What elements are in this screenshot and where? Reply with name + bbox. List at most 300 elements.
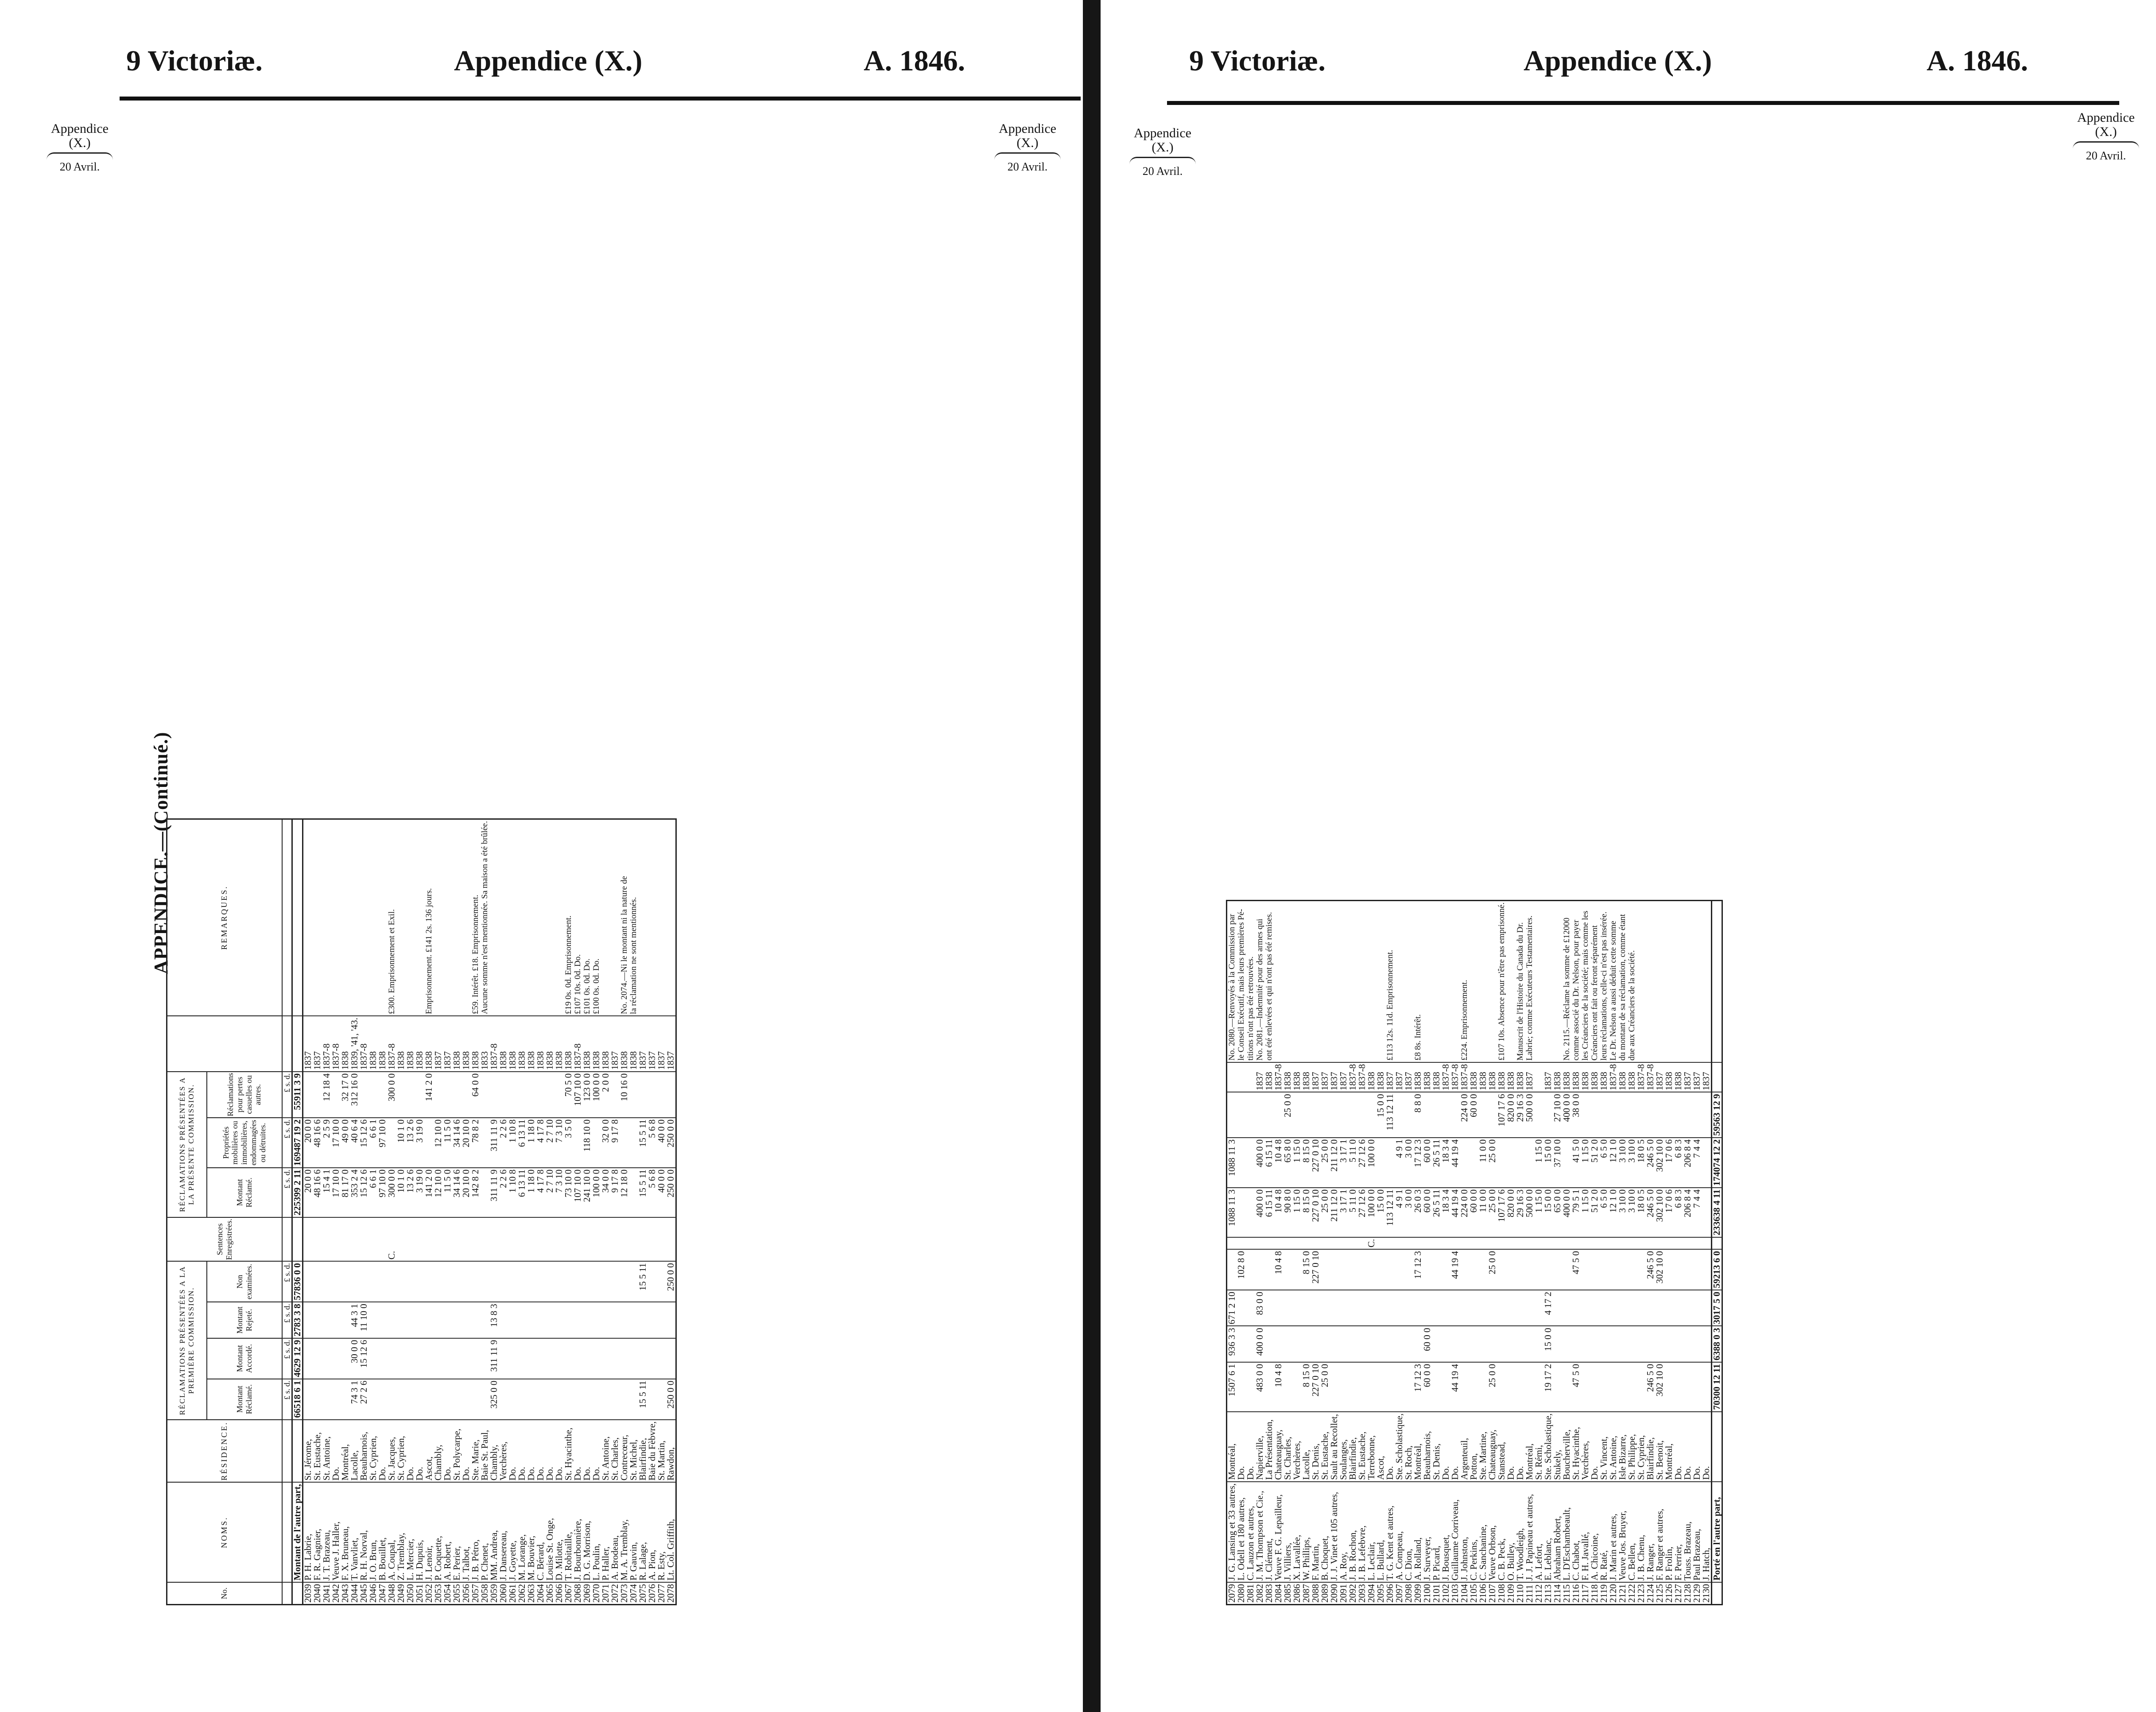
present-commission-other-losses: 60 0 0 <box>1469 1092 1478 1138</box>
residence: Montréal, <box>1664 1412 1674 1482</box>
present-commission-claimed: 27 12 6 <box>1357 1188 1367 1237</box>
first-commission-rejected <box>1664 1290 1674 1326</box>
sentence-registered <box>1469 1237 1478 1249</box>
first-commission-claimed <box>1609 1362 1618 1412</box>
present-commission-property: 15 0 0 <box>1543 1138 1553 1188</box>
present-commission-claimed: 100 0 0 <box>1367 1188 1376 1237</box>
sentence-registered: C. <box>387 1217 396 1261</box>
present-commission-property: 97 10 0 <box>378 1118 387 1168</box>
row-number: 2052 <box>424 1582 434 1605</box>
table-row <box>1534 900 1543 1604</box>
first-commission-granted <box>443 1338 452 1379</box>
sentence-registered <box>1255 1237 1264 1249</box>
sentence-registered <box>341 1217 350 1261</box>
claimant-name: D. G. Morrison, <box>582 1482 592 1582</box>
table-row <box>331 819 341 1605</box>
remarks <box>396 819 406 1016</box>
row-number: 2062 <box>517 1582 527 1605</box>
first-commission-not-examined <box>424 1261 434 1302</box>
residence: Do. <box>1450 1412 1460 1482</box>
table-row <box>1385 900 1395 1604</box>
total-g2-pertes: 59563 12 9 <box>1712 1092 1722 1138</box>
residence: St. Roch, <box>1404 1412 1413 1482</box>
sentence-registered <box>378 1217 387 1261</box>
header-session: 9 Victoriæ. <box>1189 45 1326 77</box>
present-commission-claimed: 51 2 0 <box>1590 1188 1599 1237</box>
first-commission-granted <box>638 1338 648 1379</box>
first-commission-granted <box>368 1338 378 1379</box>
first-commission-rejected <box>638 1302 648 1338</box>
sentence-registered <box>1320 1237 1330 1249</box>
remarks <box>406 819 415 1016</box>
remarks <box>452 819 461 1016</box>
sentence-registered <box>648 1217 657 1261</box>
first-commission-rejected <box>1590 1290 1599 1326</box>
claim-date: 1838 <box>629 1016 638 1072</box>
first-commission-not-examined <box>461 1261 471 1302</box>
remarks <box>527 819 536 1016</box>
first-commission-not-examined <box>1367 1249 1376 1290</box>
first-commission-rejected <box>573 1302 582 1338</box>
first-commission-rejected <box>331 1302 341 1338</box>
claimant-name: L. Odell et 180 autres, <box>1237 1482 1246 1582</box>
present-commission-property <box>1469 1138 1478 1188</box>
first-commission-rejected <box>452 1302 461 1338</box>
first-commission-claimed <box>1283 1362 1292 1412</box>
table-row <box>368 819 378 1605</box>
claimant-name: F. R. Gagnier, <box>313 1482 322 1582</box>
residence: Lacolle, <box>350 1420 359 1483</box>
first-commission-claimed <box>573 1379 582 1420</box>
present-commission-claimed <box>1237 1188 1246 1237</box>
table-row <box>545 819 555 1605</box>
present-commission-property: 1 15 0 <box>1292 1138 1302 1188</box>
first-commission-granted <box>1516 1326 1525 1362</box>
first-commission-claimed <box>527 1379 536 1420</box>
first-commission-rejected <box>545 1302 555 1338</box>
present-commission-property: 26 5 11 <box>1432 1138 1441 1188</box>
residence: Terrebonne, <box>1367 1412 1376 1482</box>
remarks: titions n'ont pas été retrouvées. <box>1246 900 1255 1062</box>
claim-date: 1837-8 <box>1636 1062 1646 1092</box>
present-commission-property: 11 0 0 <box>1478 1138 1488 1188</box>
present-commission-other-losses <box>1311 1092 1320 1138</box>
claim-date: 1837-8 <box>573 1016 582 1072</box>
row-number: 2114 <box>1553 1582 1562 1605</box>
table-row <box>610 819 620 1605</box>
row-number: 2053 <box>434 1582 443 1605</box>
first-commission-not-examined <box>1385 1249 1395 1290</box>
first-commission-claimed <box>610 1379 620 1420</box>
present-commission-other-losses <box>1432 1092 1441 1138</box>
present-commission-claimed: 400 0 0 <box>1255 1188 1264 1237</box>
first-commission-rejected <box>1264 1290 1274 1326</box>
row-number: 2082 <box>1255 1582 1264 1605</box>
first-commission-claimed <box>1460 1362 1469 1412</box>
first-commission-rejected: 11 10 0 <box>359 1302 368 1338</box>
residence: Argenteuil, <box>1460 1412 1469 1482</box>
present-commission-claimed: 2 2 6 <box>499 1168 508 1217</box>
present-commission-other-losses <box>1543 1092 1553 1138</box>
first-commission-claimed: 250 0 0 <box>666 1379 676 1420</box>
book-gutter <box>1083 0 1101 1712</box>
first-commission-granted <box>1478 1326 1488 1362</box>
first-commission-claimed <box>480 1379 489 1420</box>
present-commission-other-losses <box>489 1072 499 1118</box>
sentence-registered <box>471 1217 480 1261</box>
row-number: 2093 <box>1357 1582 1367 1605</box>
first-commission-not-examined: 15 5 11 <box>638 1261 648 1302</box>
first-commission-granted <box>573 1338 582 1379</box>
first-commission-claimed <box>322 1379 331 1420</box>
table-row <box>1646 900 1655 1604</box>
sentence-registered <box>1339 1237 1348 1249</box>
present-commission-other-losses <box>313 1072 322 1118</box>
claimant-name: C. B. Peck, <box>1497 1482 1506 1582</box>
residence: Do. <box>1237 1412 1246 1482</box>
residence: St. Antoine, <box>601 1420 610 1483</box>
total-g1-non-examinees: 59213 6 0 <box>1712 1249 1722 1290</box>
residence: Stukely, <box>1553 1412 1562 1482</box>
first-commission-not-examined <box>1404 1249 1413 1290</box>
first-commission-claimed <box>331 1379 341 1420</box>
first-commission-granted: 30 0 0 <box>350 1338 359 1379</box>
claim-date: 1837-8 <box>1274 1062 1283 1092</box>
sentence-registered <box>1590 1237 1599 1249</box>
claimant-name: A. Rolland, <box>1413 1482 1423 1582</box>
row-number: 2070 <box>592 1582 601 1605</box>
residence: Ste. Scholastique, <box>1395 1412 1404 1482</box>
first-commission-not-examined <box>434 1261 443 1302</box>
remarks <box>499 819 508 1016</box>
remarks: due aux Créanciers de la société. <box>1627 900 1636 1062</box>
present-commission-property <box>592 1118 601 1168</box>
first-commission-granted <box>1320 1326 1330 1362</box>
table-row <box>629 819 638 1605</box>
sentence-registered <box>1460 1237 1469 1249</box>
remarks: les Créanciers de la société; mais comme les <box>1581 900 1590 1062</box>
row-number: 2123 <box>1636 1582 1646 1605</box>
first-commission-not-examined <box>396 1261 406 1302</box>
residence: Chateauguay, <box>1488 1412 1497 1482</box>
claimant-name: W. Phillips, <box>1302 1482 1311 1582</box>
first-commission-rejected <box>1348 1290 1357 1326</box>
present-commission-claimed <box>1702 1188 1712 1237</box>
first-commission-granted <box>452 1338 461 1379</box>
first-commission-claimed: 44 19 4 <box>1450 1362 1460 1412</box>
sentence-registered <box>302 1217 313 1261</box>
sentence-registered <box>582 1217 592 1261</box>
remarks <box>1320 900 1330 1062</box>
sentence-registered <box>1227 1237 1237 1249</box>
remarks <box>1404 900 1413 1062</box>
claim-date: 1837-8 <box>489 1016 499 1072</box>
first-commission-granted <box>1330 1326 1339 1362</box>
present-commission-other-losses <box>443 1072 452 1118</box>
claim-date: 1837 <box>1543 1062 1553 1092</box>
first-commission-not-examined <box>331 1261 341 1302</box>
present-commission-other-losses <box>1292 1092 1302 1138</box>
remarks <box>1423 900 1432 1062</box>
first-commission-rejected <box>322 1302 331 1338</box>
residence: Do. <box>443 1420 452 1483</box>
present-commission-other-losses: 27 10 0 <box>1553 1092 1562 1138</box>
present-commission-other-losses <box>1609 1092 1618 1138</box>
claim-date: 1837 <box>302 1016 313 1072</box>
row-number: 2105 <box>1469 1582 1478 1605</box>
first-commission-claimed <box>499 1379 508 1420</box>
remarks <box>331 819 341 1016</box>
residence: Contrecœur, <box>620 1420 629 1483</box>
sentence-registered <box>1627 1237 1636 1249</box>
table-row <box>322 819 331 1605</box>
claimant-name: C. Bellen, <box>1627 1482 1636 1582</box>
claimant-name: P. Chenet, <box>480 1482 489 1582</box>
claimant-name: L. Poulin, <box>592 1482 601 1582</box>
first-commission-granted <box>1246 1326 1255 1362</box>
carry-g1-accorde: 4629 12 9 <box>292 1338 302 1379</box>
claimant-name: X. Lavallée, <box>1292 1482 1302 1582</box>
row-number: 2090 <box>1330 1582 1339 1605</box>
present-commission-property <box>1460 1138 1469 1188</box>
first-commission-rejected <box>1618 1290 1627 1326</box>
sentence-registered <box>313 1217 322 1261</box>
first-commission-granted <box>1599 1326 1609 1362</box>
claim-date: 1837-8 <box>1450 1062 1460 1092</box>
claim-date: 1837-8 <box>322 1016 331 1072</box>
first-commission-claimed <box>1590 1362 1599 1412</box>
first-commission-not-examined <box>1636 1249 1646 1290</box>
claim-date: 1837-8 <box>387 1016 396 1072</box>
row-number: 2087 <box>1302 1582 1311 1605</box>
present-commission-other-losses <box>1450 1092 1460 1138</box>
present-commission-other-losses: 500 0 0 <box>1525 1092 1534 1138</box>
present-commission-other-losses: 107 10 0 <box>573 1072 582 1118</box>
present-commission-claimed: 60 0 0 <box>1469 1188 1478 1237</box>
first-commission-claimed: 483 0 0 <box>1255 1362 1264 1412</box>
present-commission-property: 1 15 0 <box>1534 1138 1543 1188</box>
first-commission-rejected <box>601 1302 610 1338</box>
present-commission-property: 65 8 0 <box>1283 1138 1292 1188</box>
residence: Chambly, <box>434 1420 443 1483</box>
present-commission-claimed: 3 19 0 <box>415 1168 424 1217</box>
first-commission-rejected <box>657 1302 666 1338</box>
first-commission-claimed <box>1339 1362 1348 1412</box>
total-g1-accorde: 6388 0 3 <box>1712 1326 1722 1362</box>
first-commission-granted <box>1488 1326 1497 1362</box>
first-commission-claimed <box>545 1379 555 1420</box>
first-commission-rejected <box>517 1302 527 1338</box>
first-commission-not-examined: 250 0 0 <box>666 1261 676 1302</box>
first-commission-rejected <box>471 1302 480 1338</box>
claim-date: 1838 <box>1413 1062 1423 1092</box>
present-commission-property: 5 6 8 <box>648 1118 657 1168</box>
first-commission-granted <box>1302 1326 1311 1362</box>
sentence-registered <box>1283 1237 1292 1249</box>
row-number: 2073 <box>620 1582 629 1605</box>
table-row <box>648 819 657 1605</box>
remarks: Manuscrit de l'Histoire du Canada du Dr. <box>1516 900 1525 1062</box>
claimant-name: F. X. Bruneau, <box>341 1482 350 1582</box>
first-commission-not-examined <box>313 1261 322 1302</box>
claim-date: 1838 <box>396 1016 406 1072</box>
residence: Verchères, <box>1292 1412 1302 1482</box>
present-commission-property <box>1525 1138 1534 1188</box>
claimant-name: J. Dansereau, <box>499 1482 508 1582</box>
present-commission-property: 18 3 4 <box>1441 1138 1450 1188</box>
margin-date: 20 Avril. <box>59 160 100 173</box>
present-commission-claimed: 65 0 0 <box>1553 1188 1562 1237</box>
table-row <box>1264 900 1274 1604</box>
residence: St. Antoine, <box>1609 1412 1618 1482</box>
first-commission-claimed <box>517 1379 527 1420</box>
row-number: 2045 <box>359 1582 368 1605</box>
first-commission-claimed <box>461 1379 471 1420</box>
row-number: 2059 <box>489 1582 499 1605</box>
claim-date: 1837 <box>1525 1062 1534 1092</box>
present-commission-property: 13 2 6 <box>406 1118 415 1168</box>
present-commission-other-losses <box>1488 1092 1497 1138</box>
first-commission-rejected <box>1469 1290 1478 1326</box>
table-row <box>1246 900 1255 1604</box>
unit-label: £ s. d. <box>282 1168 292 1217</box>
first-commission-not-examined: 102 8 0 <box>1237 1249 1246 1290</box>
first-commission-rejected <box>1283 1290 1292 1326</box>
row-number: 2113 <box>1543 1582 1553 1605</box>
first-commission-rejected <box>1413 1290 1423 1326</box>
first-commission-granted <box>1692 1326 1702 1362</box>
sentence-registered <box>1376 1237 1385 1249</box>
residence: Blairfindie, <box>1646 1412 1655 1482</box>
present-commission-other-losses <box>1646 1092 1655 1138</box>
present-commission-other-losses <box>1357 1092 1367 1138</box>
row-number: 2125 <box>1655 1582 1664 1605</box>
claim-date: 1837 <box>1404 1062 1413 1092</box>
table-row <box>517 819 527 1605</box>
claim-date: 1837-8 <box>1460 1062 1469 1092</box>
present-commission-other-losses <box>1599 1092 1609 1138</box>
claim-date: 1838 <box>1590 1062 1599 1092</box>
present-commission-property: 2 5 9 <box>322 1118 331 1168</box>
first-commission-claimed <box>648 1379 657 1420</box>
present-commission-claimed: 241 10 0 <box>582 1168 592 1217</box>
first-commission-claimed <box>1404 1362 1413 1412</box>
claim-date: 1837 <box>434 1016 443 1072</box>
present-commission-other-losses <box>1655 1092 1664 1138</box>
first-commission-claimed <box>564 1379 573 1420</box>
first-commission-granted <box>1376 1326 1385 1362</box>
claimant-name: T. Woodleigh, <box>1516 1482 1525 1582</box>
remarks <box>1488 900 1497 1062</box>
table-row <box>452 819 461 1605</box>
present-commission-other-losses <box>368 1072 378 1118</box>
row-number: 2079 <box>1227 1582 1237 1605</box>
present-commission-claimed: 81 17 0 <box>341 1168 350 1217</box>
sentence-registered <box>638 1217 648 1261</box>
first-commission-granted <box>1674 1326 1683 1362</box>
present-commission-property: 2 2 6 <box>499 1118 508 1168</box>
residence: St. Jacques, <box>387 1420 396 1483</box>
claim-date: 1838 <box>1488 1062 1497 1092</box>
table-row <box>1590 900 1599 1604</box>
present-commission-other-losses: 123 0 0 <box>582 1072 592 1118</box>
present-commission-claimed: 1 15 0 <box>1534 1188 1543 1237</box>
first-commission-rejected <box>1320 1290 1330 1326</box>
claimant-name: M. Lorange, <box>517 1482 527 1582</box>
sentence-registered <box>573 1217 582 1261</box>
row-number: 2088 <box>1311 1582 1320 1605</box>
first-commission-not-examined: 47 5 0 <box>1571 1249 1581 1290</box>
sentence-registered <box>1423 1237 1432 1249</box>
present-commission-claimed: 26 0 3 <box>1413 1188 1423 1237</box>
present-commission-claimed: 2 7 10 <box>545 1168 555 1217</box>
claimant-name: A. Coupal, <box>387 1482 396 1582</box>
margin-appendix-number: (X.) <box>2095 124 2117 139</box>
row-number: 2076 <box>648 1582 657 1605</box>
first-commission-granted <box>378 1338 387 1379</box>
present-commission-property: 60 0 0 <box>1423 1138 1432 1188</box>
residence: Napierville, <box>1255 1412 1264 1482</box>
first-commission-rejected <box>1534 1290 1543 1326</box>
present-commission-property: 118 10 0 <box>582 1118 592 1168</box>
remarks: £19 0s. 0d. Emprisonnement. <box>564 819 573 1016</box>
present-commission-claimed: 3 0 0 <box>1404 1188 1413 1237</box>
table-row <box>1702 900 1712 1604</box>
sentence-registered <box>1534 1237 1543 1249</box>
first-commission-granted <box>341 1338 350 1379</box>
present-commission-other-losses <box>517 1072 527 1118</box>
first-commission-not-examined <box>1264 1249 1274 1290</box>
table-row <box>601 819 610 1605</box>
first-commission-rejected <box>1609 1290 1618 1326</box>
claimant-name: Lt. Col. Griffith, <box>666 1482 676 1582</box>
remarks <box>1283 900 1292 1062</box>
sentence-registered <box>1655 1237 1664 1249</box>
claimant-name: J. Marin et autres, <box>1609 1482 1618 1582</box>
present-commission-claimed: 227 0 10 <box>1311 1188 1320 1237</box>
present-commission-other-losses: 141 2 0 <box>424 1072 434 1118</box>
first-commission-not-examined <box>452 1261 461 1302</box>
claim-date: 1838 <box>368 1016 378 1072</box>
present-commission-other-losses <box>555 1072 564 1118</box>
claimant-name: R. Esty, <box>657 1482 666 1582</box>
claim-date: 1838 <box>461 1016 471 1072</box>
first-commission-claimed <box>378 1379 387 1420</box>
present-commission-property: 41 5 0 <box>1571 1138 1581 1188</box>
first-commission-not-examined <box>1562 1249 1571 1290</box>
claimant-name: P. Frolin, <box>1664 1482 1674 1582</box>
first-commission-not-examined <box>1320 1249 1330 1290</box>
unit-label: £ s. d. <box>282 1118 292 1168</box>
sentence-registered <box>331 1217 341 1261</box>
margin-brace <box>2073 141 2139 149</box>
first-commission-claimed <box>1506 1362 1516 1412</box>
first-commission-rejected <box>1274 1290 1283 1326</box>
row-number: 2099 <box>1413 1582 1423 1605</box>
row-number: 2063 <box>527 1582 536 1605</box>
sentence-registered <box>1478 1237 1488 1249</box>
present-commission-other-losses: 64 0 0 <box>471 1072 480 1118</box>
header-rule <box>120 97 1081 101</box>
first-commission-not-examined <box>536 1261 545 1302</box>
table-row <box>1348 900 1357 1604</box>
residence: Chateauguay, <box>1274 1412 1283 1482</box>
first-commission-rejected: 83 0 0 <box>1255 1290 1264 1326</box>
row-number: 2065 <box>545 1582 555 1605</box>
sentence-registered <box>1237 1237 1246 1249</box>
present-commission-property <box>573 1118 582 1168</box>
present-commission-property: 211 12 0 <box>1330 1138 1339 1188</box>
